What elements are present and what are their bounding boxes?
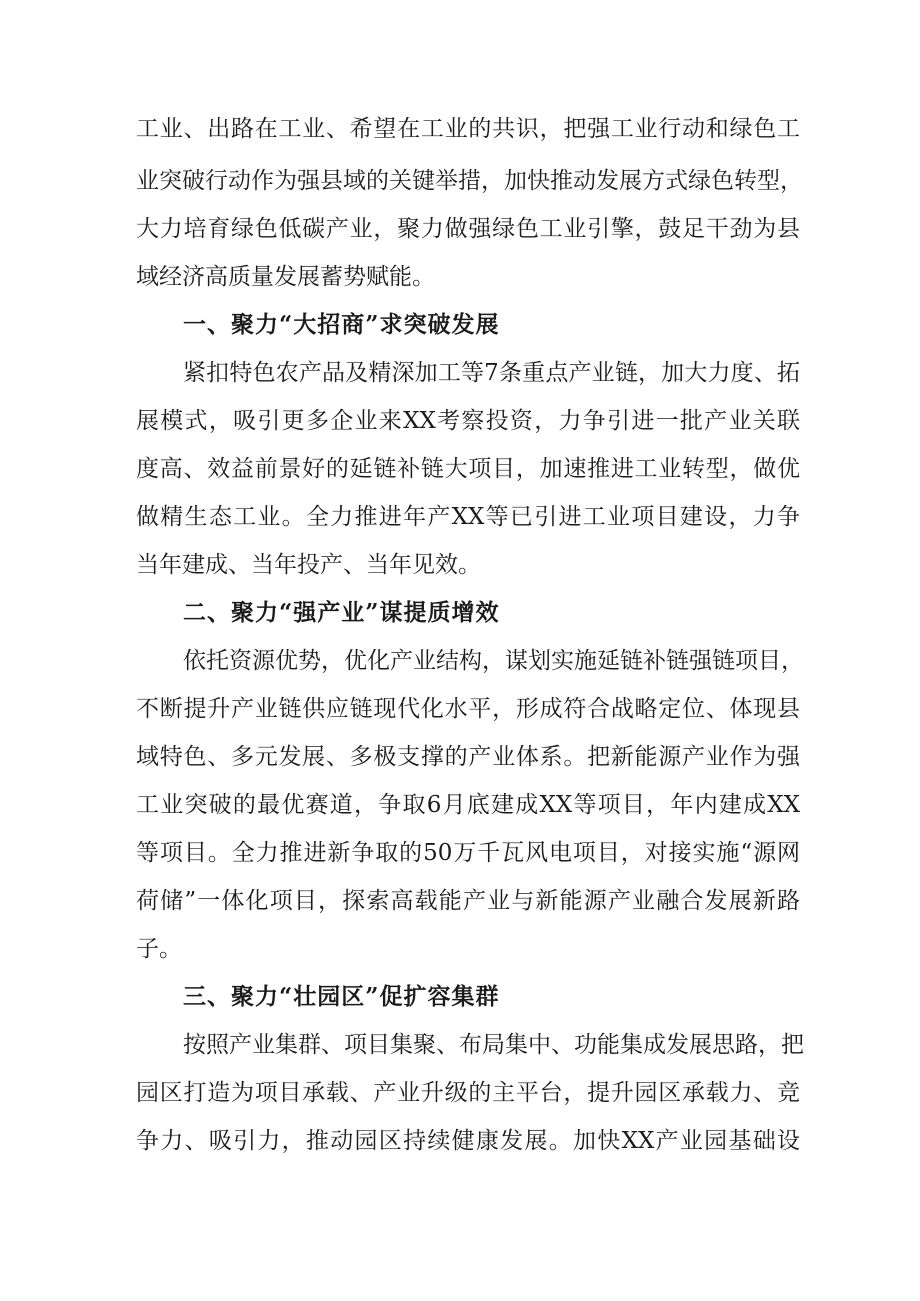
paragraph-line: 当年建成、当年投产、当年见效。	[136, 552, 481, 578]
paragraph-line: 争力、吸引力，推动园区持续健康发展。加快XX产业园基础设	[136, 1128, 800, 1154]
paragraph-line: 等项目。全力推进新争取的50万千瓦风电项目，对接实施“源网	[136, 840, 800, 866]
paragraph-line: 园区打造为项目承载、产业升级的主平台，提升园区承载力、竞	[136, 1080, 800, 1106]
paragraph-line: 业突破行动作为强县域的关键举措，加快推动发展方式绿色转型，	[136, 168, 803, 194]
section-heading: 一、聚力“大招商”求突破发展	[183, 311, 500, 338]
paragraph-line: 展模式，吸引更多企业来XX考察投资，力争引进一批产业关联	[136, 408, 800, 434]
paragraph-line: 按照产业集群、项目集聚、布局集中、功能集成发展思路，把	[183, 1032, 804, 1058]
paragraph-line: 工业、出路在工业、希望在工业的共识，把强工业行动和绿色工	[136, 116, 800, 142]
paragraph-line: 工业突破的最优赛道，争取6月底建成XX等项目，年内建成XX	[136, 792, 800, 818]
paragraph-line: 紧扣特色农产品及精深加工等7条重点产业链，加大力度、拓	[183, 360, 800, 386]
paragraph-line: 做精生态工业。全力推进年产XX等已引进工业项目建设，力争	[136, 504, 800, 530]
paragraph-line: 荷储”一体化项目，探索高载能产业与新能源产业融合发展新路	[136, 888, 800, 914]
paragraph-line: 子。	[136, 936, 182, 962]
paragraph-line: 度高、效益前景好的延链补链大项目，加速推进工业转型，做优	[136, 456, 800, 482]
section-heading: 三、聚力“壮园区”促扩容集群	[183, 983, 500, 1010]
paragraph-line: 大力培育绿色低碳产业，聚力做强绿色工业引擎，鼓足干劲为县	[136, 216, 800, 242]
section-heading: 二、聚力“强产业”谋提质增效	[183, 599, 500, 626]
paragraph-line: 不断提升产业链供应链现代化水平，形成符合战略定位、体现县	[136, 696, 800, 722]
paragraph-line: 依托资源优势，优化产业结构，谋划实施延链补链强链项目，	[183, 648, 804, 674]
paragraph-line: 域特色、多元发展、多极支撑的产业体系。把新能源产业作为强	[136, 744, 800, 770]
paragraph-line: 域经济高质量发展蓄势赋能。	[136, 264, 435, 290]
